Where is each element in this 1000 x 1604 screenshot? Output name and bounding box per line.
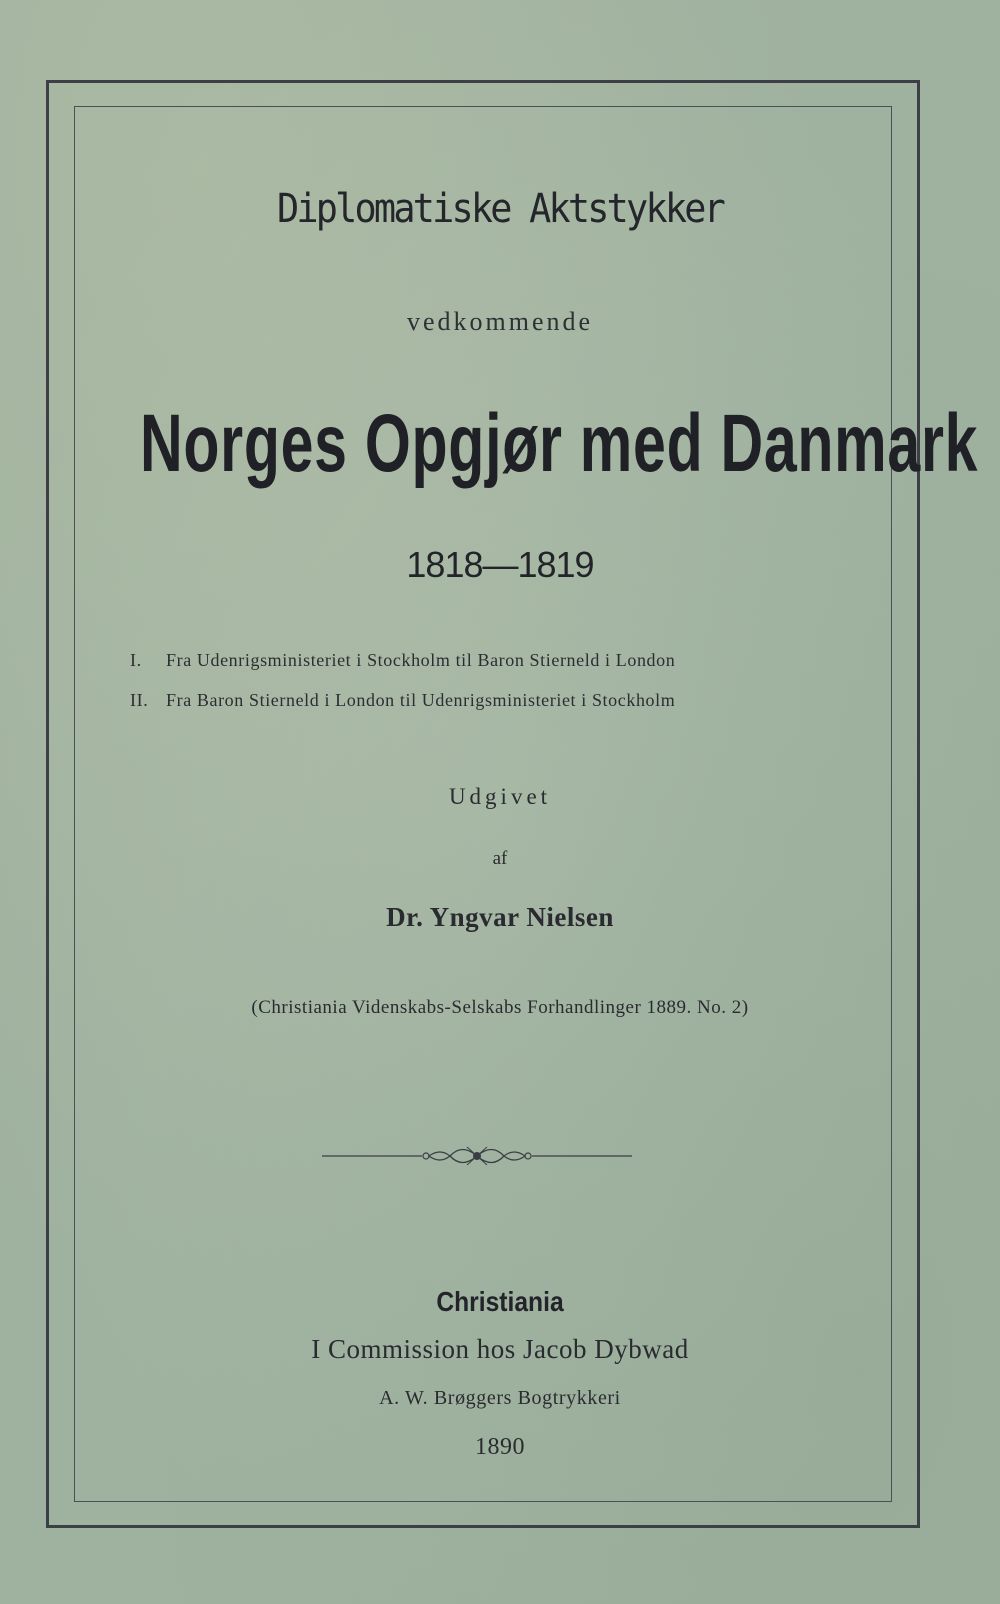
fleuron-ornament-icon [322, 1141, 632, 1171]
by-label: af [492, 848, 508, 869]
series-note: (Christiania Videnskabs-Selskabs Forhandlinger 1889. No. 2) [251, 997, 749, 1018]
publication-year: 1890 [475, 1434, 525, 1460]
printer-line: A. W. Brøggers Bogtrykkeri [379, 1387, 621, 1409]
title-line-1: Diplomatiske Aktstykker [276, 186, 724, 232]
contents-numeral: II. [130, 690, 149, 710]
author: Dr. Yngvar Nielsen [386, 902, 614, 932]
contents-item-1 [130, 650, 675, 671]
title-line-2: Norges Opgjør med Danmark [140, 398, 979, 489]
published-label: Udgivet [448, 784, 552, 809]
contents-numeral: I. [130, 650, 142, 670]
commission-line: I Commission hos Jacob Dybwad [311, 1334, 689, 1364]
years: 1818—1819 [406, 544, 594, 585]
contents-item-2 [130, 690, 675, 711]
contents-text: Fra Udenrigsministeriet i Stockholm til Baron Stierneld i London [166, 650, 676, 670]
publication-place: Christiania [436, 1286, 564, 1317]
contents-text: Fra Baron Stierneld i London til Udenrigsministeriet i Stockholm [166, 690, 676, 710]
subtitle: vedkommende [406, 307, 594, 336]
